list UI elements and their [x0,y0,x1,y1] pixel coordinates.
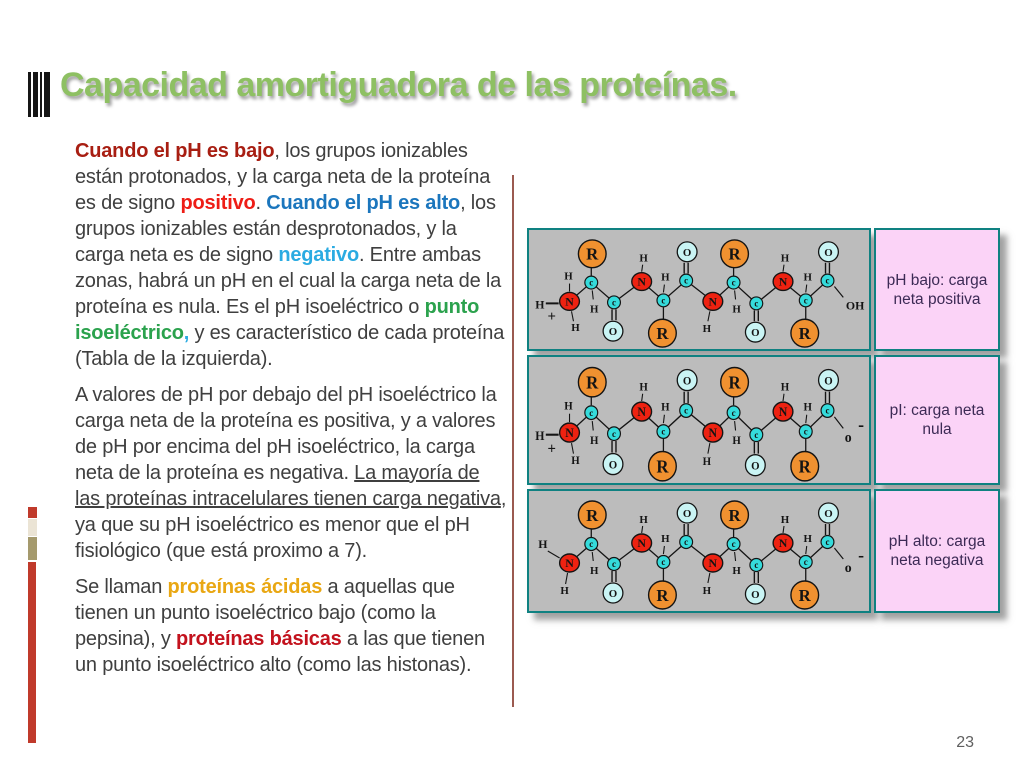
svg-text:O: O [682,375,692,388]
paragraph [75,382,507,564]
svg-text:O: O [751,460,760,473]
svg-text:N: N [637,274,646,289]
svg-text:+: + [547,440,556,458]
svg-text:c: c [825,275,830,286]
page-number: 23 [956,734,974,751]
body-text [75,138,507,688]
svg-text:O: O [608,459,618,472]
svg-text:c: c [612,428,616,439]
svg-text:H: H [661,271,670,284]
svg-text:c: c [661,426,666,437]
svg-text:c: c [589,277,594,288]
svg-text:c: c [731,538,736,550]
molecule-box-pi [527,355,871,485]
svg-text:R: R [798,324,811,344]
svg-text:H: H [564,270,573,283]
svg-text:o: o [844,560,852,577]
svg-text:R: R [656,324,669,344]
paragraph [75,138,507,372]
text-segment: Cuando el pH es bajo [75,140,275,162]
svg-text:N: N [565,425,574,440]
svg-text:H: H [702,323,712,336]
svg-text:H: H [780,381,790,394]
svg-text:N: N [778,535,788,551]
text-segment: proteínas básicas [176,628,342,650]
accent-square-red [28,507,37,518]
svg-text:N: N [565,555,574,571]
text-segment: , los grupos ionizables están desprotonados, y la carga neta es de signo [75,192,496,266]
svg-text:H: H [639,513,648,527]
text-segment: , los grupos ionizables están protonados, y la carga neta de la proteína es de signo [75,140,491,214]
molecule-svg-1 [529,230,869,349]
text-segment: punto isoeléctrico [75,296,480,344]
svg-text:R: R [586,373,599,393]
svg-text:c: c [684,536,689,548]
title-stripes-icon [28,72,52,117]
paragraph [75,574,507,678]
svg-text:c: c [612,558,616,570]
svg-text:c: c [661,556,666,568]
svg-text:O: O [608,326,618,339]
text-segment: La mayoría de las proteínas intracelulares tienen carga negativa [75,462,501,510]
svg-text:H: H [590,564,599,578]
svg-text:O: O [751,327,760,340]
svg-text:c: c [661,295,666,306]
svg-text:H: H [639,381,648,394]
text-segment: negativo [278,244,359,266]
svg-text:H: H [538,536,548,552]
svg-text:N: N [778,274,788,289]
svg-text:c: c [825,405,830,416]
svg-text:R: R [798,585,811,606]
svg-text:OH: OH [845,298,865,313]
svg-text:H: H [590,434,599,448]
svg-text:c: c [825,536,830,548]
svg-text:c: c [803,556,808,568]
svg-text:c: c [684,405,689,416]
row-label-ph-bajo [874,228,1000,351]
svg-text:H: H [780,252,790,265]
molecule-svg-3 [529,491,869,611]
svg-text:R: R [798,457,811,477]
svg-text:N: N [708,425,718,440]
svg-text:H: H [590,303,599,316]
text-segment: positivo [180,192,256,214]
svg-text:H: H [564,400,573,413]
svg-text:O: O [824,375,833,388]
svg-text:c: c [589,538,594,550]
svg-text:c: c [731,407,736,418]
accent-bar-red [28,562,36,743]
svg-text:c: c [803,295,808,306]
svg-text:O: O [682,246,692,259]
svg-text:c: c [731,277,736,288]
accent-square-tan [28,537,37,560]
svg-text:O: O [824,246,833,259]
page-title: Capacidad amortiguadora de las proteínas. [60,66,737,104]
svg-text:c: c [612,297,616,308]
svg-text:-: - [858,414,865,435]
svg-text:H: H [535,428,545,444]
svg-text:H: H [702,455,712,469]
svg-text:R: R [728,373,741,393]
svg-text:R: R [656,585,669,606]
svg-text:N: N [637,535,646,551]
divider-line [512,175,514,707]
svg-text:R: R [586,505,599,526]
svg-text:R: R [728,244,741,264]
text-segment: y es característico de cada proteína (Tabla de la izquierda). [75,322,505,370]
label-line: pH bajo: carga [886,271,988,289]
svg-text:R: R [728,505,741,526]
text-segment: proteínas ácidas [167,576,323,598]
svg-text:H: H [661,532,670,546]
text-segment: A valores de pH por debajo del pH isoeléctrico la carga neta de la proteína es positiva, y a valores de pH por encima del pH isoeléctrico, la carga neta de la proteína es negativa. [75,384,497,484]
text-segment: Cuando el pH es alto [266,192,461,214]
text-segment: , ya que su pH isoeléctrico es menor que el pH fisiológico (que está proximo a 7). [75,488,507,562]
svg-text:H: H [571,322,580,335]
svg-text:H: H [732,434,741,448]
svg-text:-: - [858,544,865,566]
row-label-ph-alto [874,489,1000,613]
svg-text:H: H [803,532,812,546]
svg-text:H: H [639,252,648,265]
svg-text:O: O [682,507,692,521]
svg-text:R: R [656,457,669,477]
svg-text:H: H [702,584,712,598]
svg-text:c: c [754,298,759,309]
svg-text:c: c [589,407,594,418]
svg-text:c: c [803,426,808,437]
molecule-box-ph-alto [527,489,871,613]
svg-text:H: H [535,297,545,312]
svg-text:O: O [824,507,833,521]
svg-text:c: c [754,559,759,571]
row-label-pi [874,355,1000,485]
molecule-svg-2 [529,357,869,483]
svg-text:H: H [560,584,569,598]
svg-text:o: o [844,429,852,447]
svg-text:H: H [661,401,670,414]
text-segment: Se llaman [75,576,168,598]
svg-text:R: R [586,244,599,264]
text-segment: , [183,322,190,344]
svg-text:O: O [608,587,618,601]
text-segment: . [255,192,267,214]
svg-text:O: O [751,588,760,602]
svg-text:H: H [732,564,741,578]
svg-text:N: N [778,404,788,419]
text-segment: a las que tienen un punto isoeléctrico alto (como las histonas). [75,628,485,676]
molecule-box-ph-bajo [527,228,871,351]
label-line: neta negativa [890,552,984,569]
label-line: neta positiva [893,290,981,308]
svg-text:N: N [637,404,646,419]
label-line: nula [922,421,952,438]
accent-square-cream [28,519,37,536]
svg-text:H: H [571,454,580,468]
svg-text:H: H [803,271,812,284]
svg-text:N: N [565,294,574,309]
svg-text:H: H [803,401,812,414]
label-line: pH alto: carga [888,533,986,550]
svg-text:H: H [732,303,741,316]
svg-text:c: c [754,429,759,440]
text-segment: a aquellas que tienen un punto isoeléctrico bajo (como la pepsina), y [75,576,455,650]
svg-text:+: + [547,309,556,326]
svg-text:c: c [684,275,689,286]
svg-text:N: N [708,294,718,309]
text-segment: . Entre ambas zonas, habrá un pH en el cual la carga neta de la proteína es nula. Es el pH isoeléctrico o [75,244,502,318]
svg-text:H: H [780,513,790,527]
svg-text:N: N [708,555,718,571]
label-line: pI: carga neta [889,402,985,419]
